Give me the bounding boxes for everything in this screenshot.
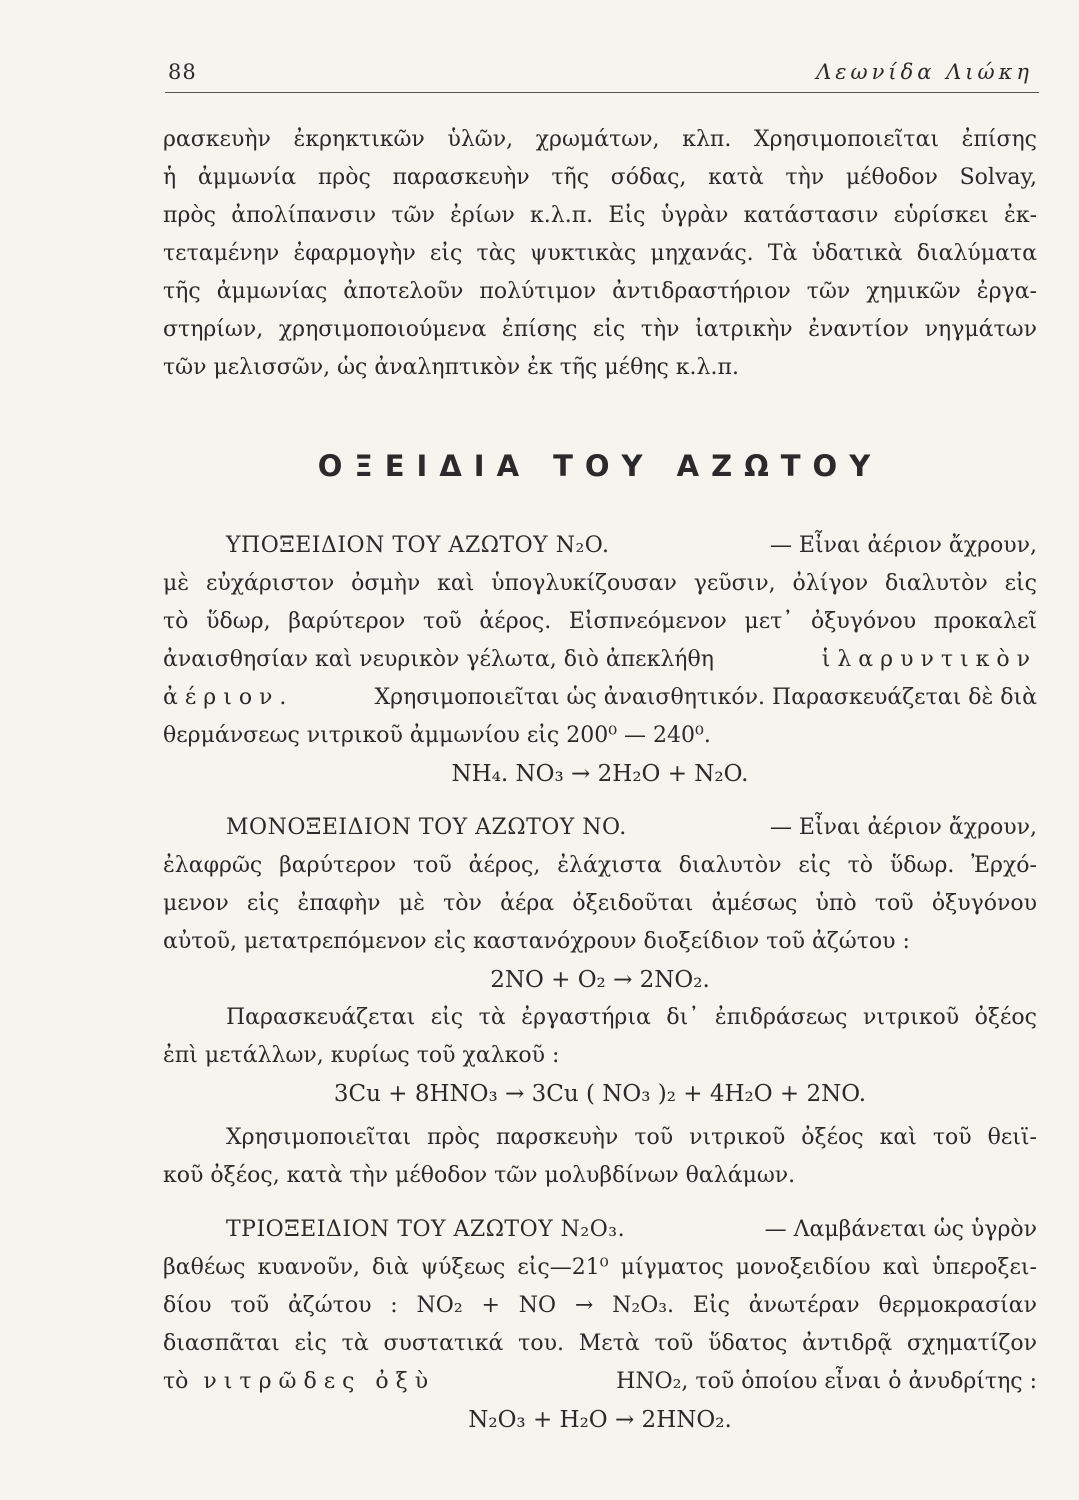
- text-line: τῶν μελισσῶν, ὡς ἀναληπτικὸν ἐκ τῆς μέθης κ.λ.π.: [163, 355, 739, 380]
- text-line: ἐπὶ μετάλλων, κυρίως τοῦ χαλκοῦ :: [163, 1043, 560, 1068]
- text-line: θερμάνσεως νιτρικοῦ ἀμμωνίου εἰς 200⁰ — 240⁰.: [163, 723, 711, 748]
- text-span: — Εἶναι ἀέριον ἄχρουν,: [769, 533, 1037, 558]
- emphasized-term: νιτρῶδες ὀξὺ: [203, 1369, 436, 1394]
- text-line: τῆς ἀμμωνίας ἀποτελοῦν πολύτιμον ἀντιδραστήριον τῶν χημικῶν ἐργα-: [163, 279, 1037, 304]
- text-span: — Λαμβάνεται ὡς ὑγρὸν: [764, 1217, 1037, 1242]
- section-title: ΟΞΕΙΔΙΑ ΤΟΥ ΑΖΩΤΟΥ: [317, 449, 883, 483]
- emphasized-term: ἱλαρυντικὸν: [821, 647, 1037, 672]
- subsection-heading: ΜΟΝΟΞΕΙΔΙΟΝ ΤΟΥ ΑΖΩΤΟΥ NO.: [226, 815, 627, 840]
- text-line: Παρασκευάζεται εἰς τὰ ἐργαστήρια δι᾽ ἐπιδράσεως νιτρικοῦ ὀξέος: [226, 1005, 1037, 1030]
- text-span: — Εἶναι ἀέριον ἄχρουν,: [769, 815, 1037, 840]
- text-span: ἀναισθησίαν καὶ νευρικὸν γέλωτα, διὸ ἀπεκλήθη: [163, 647, 714, 672]
- page-number: 88: [168, 60, 197, 84]
- text-span: [163, 1367, 435, 1397]
- subsection-heading: ΤΡΙΟΞΕΙΔΙΟΝ ΤΟΥ ΑΖΩΤΟΥ N₂O₃.: [226, 1217, 626, 1242]
- text-line: πρὸς ἀπολίπανσιν τῶν ἐρίων κ.λ.π. Εἰς ὑγρὰν κατάστασιν εὑρίσκει ἐκ-: [163, 203, 1037, 228]
- text-line: κοῦ ὀξέος, κατὰ τὴν μέθοδον τῶν μολυβδίνων θαλάμων.: [163, 1163, 796, 1188]
- text-span: HNO₂, τοῦ ὁποίου εἶναι ὁ ἀνυδρίτης :: [616, 1369, 1037, 1394]
- text-line: ἐλαφρῶς βαρύτερον τοῦ ἀέρος, ἐλάχιστα διαλυτὸν εἰς τὸ ὕδωρ. Ἐρχό-: [163, 853, 1037, 878]
- text-line: βαθέως κυανοῦν, διὰ ψύξεως εἰς—21⁰ μίγματος μονοξειδίου καὶ ὑπεροξει-: [163, 1255, 1037, 1280]
- text-line: ρασκευὴν ἐκρηκτικῶν ὑλῶν, χρωμάτων, κλπ. Χρησιμοποιεῖται ἐπίσης: [163, 127, 1037, 152]
- text-line: δίου τοῦ ἀζώτου : NO₂ + NO → N₂O₃. Εἰς ἀνωτέραν θερμοκρασίαν: [163, 1293, 1037, 1318]
- text-line: στηρίων, χρησιμοποιούμενα ἐπίσης εἰς τὴν ἰατρικὴν ἐναντίον νηγμάτων: [163, 317, 1037, 342]
- chemical-equation: 3Cu + 8HNO₃ → 3Cu ( NO₃ )₂ + 4H₂O + 2NO.: [333, 1081, 867, 1107]
- text-span: τὸ: [163, 1369, 189, 1394]
- chemical-equation: N₂O₃ + H₂O → 2HNO₂.: [468, 1407, 732, 1433]
- text-line: μενον εἰς ἐπαφὴν μὲ τὸν ἀέρα ὀξειδοῦται ἀμέσως ὑπὸ τοῦ ὀξυγόνου: [163, 891, 1037, 916]
- running-head: Λεωνίδα Λιώκη: [816, 60, 1033, 84]
- text-line: διασπᾶται εἰς τὰ συστατικά του. Μετὰ τοῦ ὕδατος ἀντιδρᾷ σχηματίζον: [163, 1331, 1037, 1356]
- subsection-heading: ΥΠΟΞΕΙΔΙΟΝ ΤΟΥ ΑΖΩΤΟΥ N₂O.: [226, 533, 610, 558]
- text-line: ἡ ἀμμωνία πρὸς παρασκευὴν τῆς σόδας, κατὰ τὴν μέθοδον Solvay,: [163, 165, 1037, 190]
- text-line: Χρησιμοποιεῖται πρὸς παρσκευὴν τοῦ νιτρικοῦ ὀξέος καὶ τοῦ θειϊ-: [226, 1125, 1037, 1150]
- text-line: μὲ εὐχάριστον ὀσμὴν καὶ ὑπογλυκίζουσαν γεῦσιν, ὀλίγον διαλυτὸν εἰς: [163, 571, 1037, 596]
- header-rule: [165, 92, 1039, 93]
- chemical-equation: NH₄. NO₃ → 2H₂O + N₂O.: [451, 761, 749, 787]
- emphasized-term: ἀέριον.: [163, 685, 294, 710]
- text-line: τεταμένην ἐφαρμογὴν εἰς τὰς ψυκτικὰς μηχανάς. Τὰ ὑδατικὰ διαλύματα: [163, 241, 1037, 266]
- text-span: Χρησιμοποιεῖται ὡς ἀναισθητικόν. Παρασκευάζεται δὲ διὰ: [374, 685, 1037, 710]
- text-line: αὐτοῦ, μετατρεπόμενον εἰς καστανόχρουν διοξείδιον τοῦ ἀζώτου :: [163, 929, 910, 954]
- text-line: τὸ ὕδωρ, βαρύτερον τοῦ ἀέρος. Εἰσπνεόμενον μετ᾽ ὀξυγόνου προκαλεῖ: [163, 609, 1037, 634]
- chemical-equation: 2NO + O₂ → 2NO₂.: [490, 967, 710, 993]
